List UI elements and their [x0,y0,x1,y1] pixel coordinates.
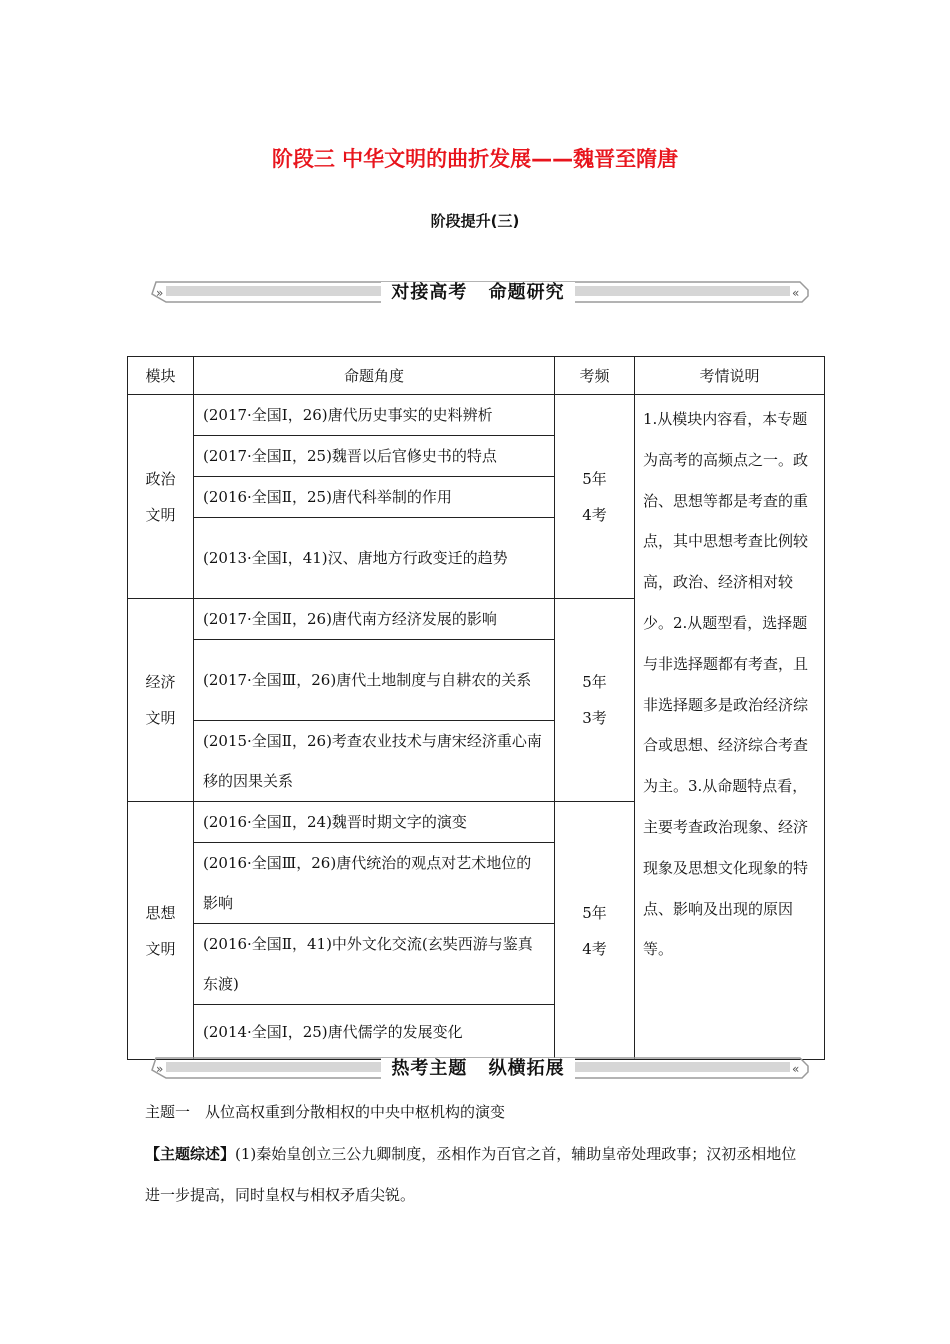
summary-label: 【主题综述】 [145,1145,236,1163]
topic-heading: 主题一 从位高权重到分散相权的中央中枢机构的演变 [145,1103,506,1121]
question-cell: (2016·全国Ⅲ，26)唐代统治的观点对艺术地位的影响 [194,843,555,924]
question-cell: (2017·全国Ⅲ，26)唐代土地制度与自耕农的关系 [194,640,555,721]
question-cell: (2016·全国Ⅱ，25)唐代科举制的作用 [194,477,555,518]
svg-text:«: « [792,286,800,300]
question-cell: (2013·全国Ⅰ，41)汉、唐地方行政变迁的趋势 [194,518,555,599]
question-cell: (2016·全国Ⅱ，24)魏晋时期文字的演变 [194,802,555,843]
frequency-cell: 5年 4考 [555,802,635,1060]
svg-text:«: « [792,1062,800,1076]
question-cell: (2017·全国Ⅰ，26)唐代历史事实的史料辨析 [194,395,555,436]
exam-analysis-table [127,356,825,1060]
frequency-cell: 5年 3考 [555,599,635,802]
header-module: 模块 [128,357,194,395]
topic-summary [145,1134,810,1216]
header-description: 考情说明 [635,357,825,395]
page-title: 阶段三 中华文明的曲折发展——魏晋至隋唐 [271,147,679,171]
question-cell: (2014·全国Ⅰ，25)唐代儒学的发展变化 [194,1005,555,1060]
module-cell: 政治 文明 [128,395,194,599]
svg-text:»: » [156,286,164,300]
frequency-cell: 5年 4考 [555,395,635,599]
module-cell: 思想 文明 [128,802,194,1060]
question-cell: (2016·全国Ⅱ，41)中外文化交流(玄奘西游与鉴真东渡) [194,924,555,1005]
banner-title: 热考主题 纵横拓展 [381,1058,574,1079]
summary-text: (1)秦始皇创立三公九卿制度，丞相作为百官之首，辅助皇帝处理政事；汉初丞相地位进一步提高，同时皇权与相权矛盾尖锐。 [145,1145,797,1204]
banner-title: 对接高考 命题研究 [381,282,574,303]
question-cell: (2017·全国Ⅱ，25)魏晋以后官修史书的特点 [194,436,555,477]
question-cell: (2015·全国Ⅱ，26)考查农业技术与唐宋经济重心南移的因果关系 [194,721,555,802]
module-cell: 经济 文明 [128,599,194,802]
notes-cell: 1.从模块内容看，本专题为高考的高频点之一。政治、思想等都是考查的重点，其中思想考查比例较高，政治、经济相对较少。2.从题型看，选择题与非选择题都有考查，且非选择题多是政治经济综合或思想、经济综合考查为主。3.从命题特点看，主要考查政治现象、经济现象及思想文化现象的特点、影响及出现的原因等。 [635,395,825,1060]
header-frequency: 考频 [555,357,635,395]
header-angle: 命题角度 [194,357,555,395]
svg-text:»: » [156,1062,164,1076]
question-cell: (2017·全国Ⅱ，26)唐代南方经济发展的影响 [194,599,555,640]
page-subtitle: 阶段提升(三) [430,212,520,230]
section-banner-exam [142,272,814,312]
section-banner-topics [142,1048,814,1088]
